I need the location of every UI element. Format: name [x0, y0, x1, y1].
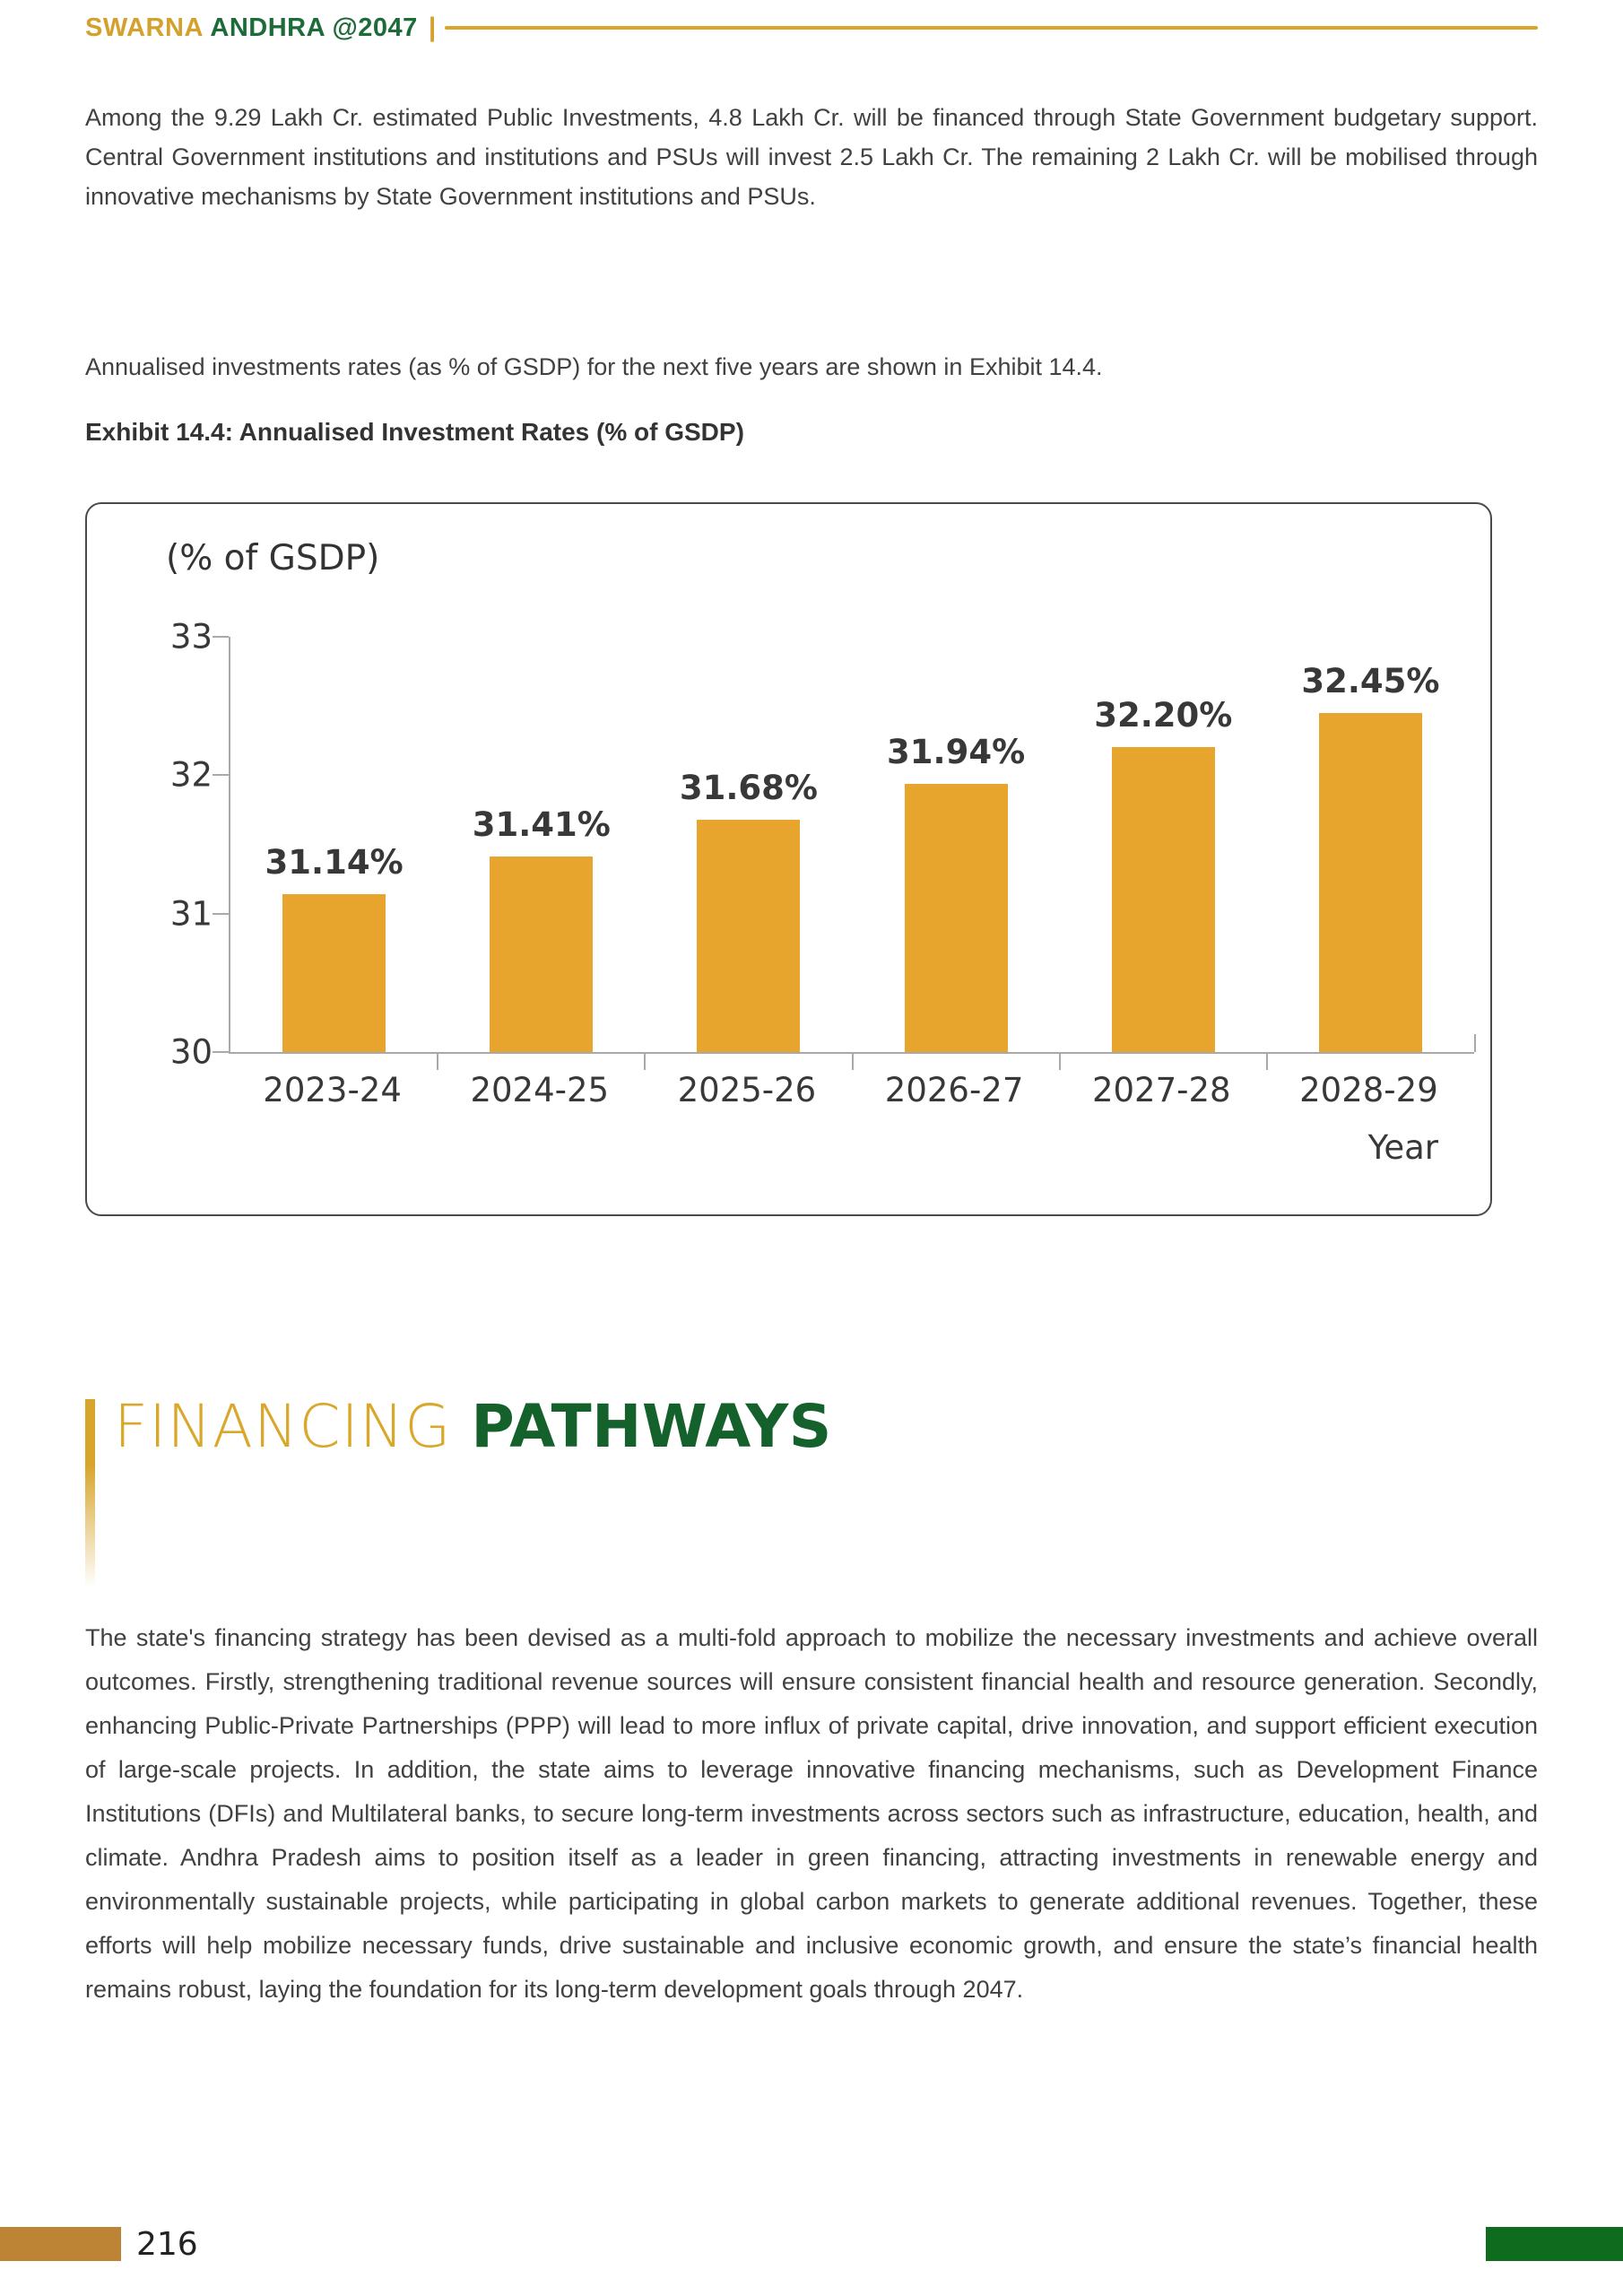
- chart-card: [85, 502, 1492, 1216]
- x-tick-label: 2025-26: [677, 1071, 817, 1109]
- body-paragraph: The state's financing strategy has been devised as a multi-fold approach to mobilize the necessary investments and achieve overall outcomes. Firstly, strengthening traditional revenue sources will ensure consistent financial health and resource generation. Secondly, enhancing Public-Private Partnerships (PPP) will lead to more influx of private capital, drive innovation, and support efficient execution of large-scale projects. In addition, the state aims to leverage innovative financing mechanisms, such as Development Finance Institutions (DFIs) and Multilateral banks, to secure long-term investments across sectors such as infrastructure, education, health, and climate. Andhra Pradesh aims to position itself as a leader in green financing, attracting investments in renewable energy and environmentally sustainable projects, while participating in global carbon markets to generate additional revenues. Together, these efforts will help mobilize necessary funds, drive sustainable and inclusive economic growth, and ensure the state’s financial health remains robust, laying the foundation for its long-term development goals through 2047.: [85, 1624, 1538, 2003]
- y-axis-labels: [87, 617, 213, 1072]
- x-tick-mark: [1059, 1052, 1061, 1070]
- x-tick-mark: [1266, 1052, 1268, 1070]
- x-tick-label: 2023-24: [263, 1071, 402, 1109]
- bar-value-label: 31.94%: [887, 732, 1026, 771]
- bar: [490, 857, 593, 1052]
- bar: [905, 784, 1008, 1052]
- bar-slot: [1267, 637, 1474, 1052]
- bar-slot: [645, 637, 852, 1052]
- bar-value-label: 31.14%: [265, 843, 404, 883]
- bar-slot: [438, 637, 645, 1052]
- x-tick-label: 2024-25: [470, 1071, 610, 1109]
- footer-left-bar: [0, 2227, 121, 2261]
- brand-green: ANDHRA @2047: [210, 13, 418, 42]
- x-tick-label: 2026-27: [884, 1071, 1024, 1109]
- header-rule: [445, 26, 1538, 30]
- page-number: 216: [136, 2226, 198, 2263]
- x-tick-mark: [644, 1052, 646, 1070]
- brand-gold: SWARNA: [85, 13, 211, 42]
- bar-slot: [1060, 637, 1267, 1052]
- y-tick-label: 33: [169, 617, 213, 657]
- x-tick-mark: [437, 1052, 438, 1070]
- section-title-light: FINANCING: [114, 1392, 472, 1461]
- x-axis-title: Year: [1367, 1128, 1438, 1167]
- bar-slot: [853, 637, 1060, 1052]
- section-title: [114, 1392, 832, 1461]
- x-tick-mark: [852, 1052, 854, 1070]
- y-tick-mark: [213, 774, 229, 776]
- bar: [697, 820, 800, 1052]
- y-tick-label: 30: [169, 1032, 213, 1072]
- x-axis-endcap: [1474, 1034, 1476, 1052]
- y-tick-mark: [213, 913, 229, 915]
- y-tick-mark: [213, 636, 229, 638]
- bar: [282, 894, 386, 1052]
- bar-slot: [230, 637, 438, 1052]
- bar-value-label: 32.20%: [1094, 696, 1233, 735]
- section-title-bold: PATHWAYS: [471, 1392, 832, 1461]
- bar: [1319, 713, 1422, 1052]
- exhibit-caption: Exhibit 14.4: Annualised Investment Rates (% of GSDP): [85, 418, 744, 446]
- chart-plot: [229, 637, 1474, 1054]
- y-tick-mark: [213, 1051, 229, 1053]
- bar: [1112, 747, 1215, 1052]
- intro-paragraph: Among the 9.29 Lakh Cr. estimated Public Investments, 4.8 Lakh Cr. will be financed through State Government budgetary support. Central Government institutions and institutions and PSUs will invest 2.5 Lakh Cr. The remaining 2 Lakh Cr. will be mobilised through innovative mechanisms by State Government institutions and PSUs.: [85, 104, 1538, 210]
- bar-value-label: 31.68%: [679, 768, 818, 807]
- section-accent-bar: [85, 1399, 95, 1587]
- page-header: [85, 13, 1538, 43]
- y-tick-label: 32: [169, 755, 213, 795]
- bar-value-label: 32.45%: [1301, 661, 1440, 700]
- y-tick-label: 31: [169, 894, 213, 934]
- exhibit-reference-paragraph: Annualised investments rates (as % of GSDP) for the next five years are shown in Exhibit 14.4.: [85, 353, 1103, 380]
- x-tick-label: 2027-28: [1091, 1071, 1231, 1109]
- x-tick-label: 2028-29: [1299, 1071, 1438, 1109]
- header-separator: |: [428, 13, 437, 42]
- footer-right-bar: [1486, 2227, 1623, 2261]
- chart-axis-title: (% of GSDP): [166, 538, 380, 578]
- bar-value-label: 31.41%: [472, 805, 611, 845]
- x-axis-labels: [229, 1071, 1472, 1109]
